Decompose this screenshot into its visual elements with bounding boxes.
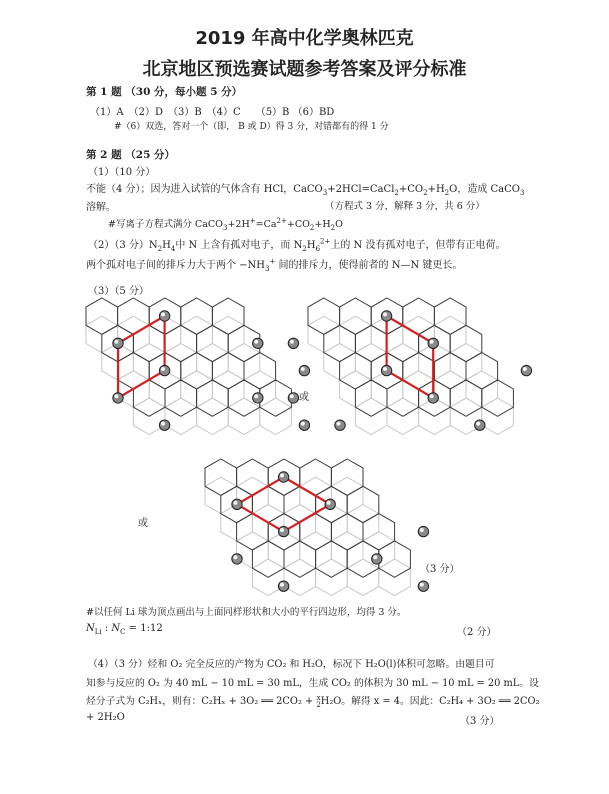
q2-title: 第 2 题: [86, 149, 122, 161]
q2-part2-e: 间的排斥力，使得前者的 N—N 键更长。: [275, 260, 463, 271]
q1-score: （30 分，每小题 5 分）: [125, 86, 243, 98]
lithium-atom: [418, 526, 428, 536]
figure-score: （3 分）: [420, 564, 460, 575]
lithium-atom-highlight: [114, 394, 118, 398]
lithium-atom: [253, 393, 263, 403]
lithium-atom: [299, 420, 309, 430]
q2-part1-reason: 不能（4 分）；因为进入试管的气体含有 HCl，: [86, 184, 294, 195]
lattice-diagram-2: [288, 298, 531, 435]
q2-part3-note: #以任何 Li 球为顶点画出与上面同样形状和大小的平行四边形，均得 3 分。: [86, 607, 407, 618]
q2-part4-line2: 知参与反应的 O₂ 为 40 mL − 10 mL = 30 mL，生成 CO₂ 的体积为 30 mL − 10 mL = 20 mL。设: [86, 678, 539, 689]
q2-part2-a: （2）（3 分）N: [88, 240, 158, 251]
lithium-atom-highlight: [327, 501, 331, 505]
lithium-atom-highlight: [420, 583, 424, 587]
lithium-atom: [418, 581, 428, 591]
lithium-atom: [335, 420, 345, 430]
lithium-atom: [253, 338, 263, 348]
lithium-atom: [288, 338, 298, 348]
lithium-atom-highlight: [233, 555, 237, 559]
lithium-atom-highlight: [114, 340, 118, 344]
lithium-atom: [159, 311, 169, 321]
q2-part2-b: 中 N 上含有孤对电子，而 N: [175, 240, 303, 251]
q2-part1-scoring: （方程式 3 分，解释 3 分，共 6 分）: [325, 201, 485, 212]
q2-part1-label: （1）（10 分）: [88, 167, 156, 178]
lithium-atom-highlight: [523, 367, 527, 371]
q1-note: #（6）双选，答对一个（即， B 或 D）得 3 分，对错都有的得 1 分: [114, 122, 389, 132]
title-line-2: 北京地区预选赛试题参考答案及评分标准: [142, 59, 467, 80]
lithium-atom-highlight: [233, 501, 237, 505]
lithium-atom: [299, 365, 309, 375]
q2-part4-line1: （4）（3 分）烃和 O₂ 完全反应的产物为 CO₂ 和 H₂O，标况下 H₂O(l)体积可忽略。由题目可: [88, 659, 495, 670]
lithium-atom-highlight: [373, 555, 377, 559]
lithium-atom-highlight: [301, 422, 305, 426]
q2-part2-line1: （2）（3 分）$N_2H_4$中 N 上含有孤对电子，而 $N_2H_6^{2+}$上的 N 没有孤对电子，但带有正电荷。: [88, 237, 506, 253]
q2-part2-line2: 两个孤对电子间的排斥力大于两个 $-NH_3^+$ 间的排斥力，使得前者的 N—N 键更长。: [86, 257, 463, 273]
q2-part4-line3-a: 烃分子式为 C₂Hₓ，则有：C₂Hₓ + 3O₂ ══ 2CO₂ +: [86, 696, 317, 707]
lithium-atom: [372, 554, 382, 564]
lithium-atom: [288, 393, 298, 403]
lithium-atom-highlight: [280, 528, 284, 532]
lithium-atom-highlight: [280, 473, 284, 477]
q2-part1-line1: 不能（4 分）；因为进入试管的气体含有 HCl，$CaCO_3+2HCl=CaCl_2+CO_2+H_2O$，造成 CaCO$_3$: [86, 184, 525, 197]
q2-part1-ionic-equation: $CaCO_3+2H^+=Ca^{2+}+CO_2+H_2O$: [194, 216, 343, 232]
q2-part3-label: （3）（5 分）: [88, 286, 149, 297]
q2-part4-line4: + 2H₂O: [86, 712, 125, 723]
q2-part4-line3: [86, 693, 539, 709]
lithium-atom-highlight: [336, 422, 340, 426]
ratio-value: = 1:12: [128, 623, 163, 634]
title-line-1: 2019 年高中化学奥林匹克: [195, 28, 414, 49]
lithium-atom-highlight: [280, 583, 284, 587]
q2-score: （25 分）: [125, 149, 176, 161]
lithium-atom-highlight: [161, 367, 165, 371]
q2-part4-score: （3 分）: [460, 716, 500, 727]
lithium-atom-highlight: [476, 422, 480, 426]
q2-part3-ratio-score: （2 分）: [457, 627, 497, 638]
q2-part1-note-prefix: #写离子方程式满分: [108, 219, 195, 230]
lithium-atom-highlight: [161, 422, 165, 426]
lithium-atom: [278, 472, 288, 482]
lithium-atom-highlight: [290, 340, 294, 344]
lithium-atom: [428, 338, 438, 348]
q2-part1-equation: $CaCO_3+2HCl=CaCl_2+CO_2+H_2O$: [293, 184, 458, 197]
lattice-diagram-3: [205, 459, 429, 596]
lithium-atom: [232, 499, 242, 509]
lithium-atom: [113, 338, 123, 348]
lattice-diagram-1: [86, 298, 310, 435]
lithium-atom: [475, 420, 485, 430]
lithium-atom-highlight: [383, 312, 387, 316]
q1-answers: （1）A （2）D （3）B （4）C （5）B （6）BD: [90, 107, 335, 118]
lithium-atom-highlight: [290, 394, 294, 398]
q2-part1-line2: 溶解。: [86, 202, 116, 213]
lithium-atom: [278, 526, 288, 536]
lithium-atom: [325, 499, 335, 509]
q2-part4-line3-b: H₂O。解得 x = 4。因此：C₂H₄ + 3O₂ ══ 2CO₂: [320, 696, 540, 707]
lithium-atom-highlight: [254, 394, 258, 398]
lithium-atom-highlight: [161, 312, 165, 316]
q2-part3-ratio: $N_{Li}$ : $N_C$ = 1:12: [86, 623, 163, 636]
lithium-atom: [381, 365, 391, 375]
lithium-atom-highlight: [430, 394, 434, 398]
lithium-atom: [381, 311, 391, 321]
q2-part1-result: ，造成 CaCO: [457, 184, 520, 195]
q2-part2-d: 两个孤对电子间的排斥力大于两个 −NH: [86, 260, 266, 271]
or-label-1: 或: [299, 392, 309, 403]
lithium-atom-highlight: [430, 340, 434, 344]
lithium-atom: [521, 365, 531, 375]
lithium-atom-highlight: [383, 367, 387, 371]
lithium-atom: [159, 365, 169, 375]
lithium-atom: [278, 581, 288, 591]
lithium-atom-highlight: [301, 367, 305, 371]
lithium-atom: [428, 393, 438, 403]
lithium-atom: [232, 554, 242, 564]
or-label-2: 或: [138, 518, 148, 529]
fraction-numerator: x: [316, 693, 321, 702]
fraction-denominator: 2: [316, 700, 321, 709]
lithium-atom-highlight: [420, 528, 424, 532]
q2-part2-c: 上的 N 没有孤对电子，但带有正电荷。: [330, 240, 506, 251]
lithium-atom-highlight: [254, 340, 258, 344]
lithium-atom: [113, 393, 123, 403]
lithium-atom: [159, 420, 169, 430]
q1-title: 第 1 题: [86, 86, 122, 98]
